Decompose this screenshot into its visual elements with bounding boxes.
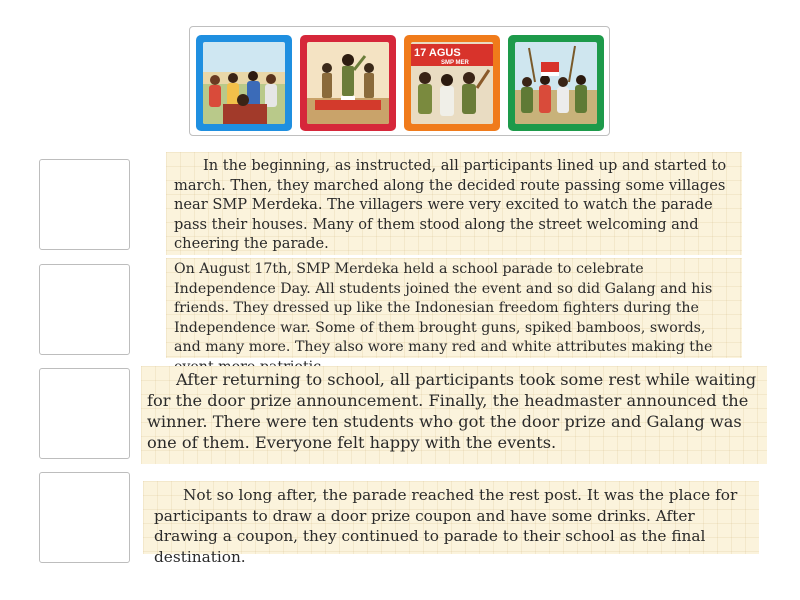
paragraph-card-2[interactable]: [166, 258, 742, 358]
drop-slot-3[interactable]: [39, 368, 130, 459]
freedom-fighters-parade-image: [515, 42, 597, 124]
drop-slot-2[interactable]: [39, 264, 130, 355]
paragraph-card-1[interactable]: [166, 152, 742, 255]
paragraph-text: In the beginning, as instructed, all participants lined up and started to march. Then, they marched along the decided route passing some villages near SMP Merdeka. The villagers were very excited to watch the parade pass their houses. Many of them stood along the street welcoming and cheering the parade.: [174, 157, 727, 252]
paragraph-card-3[interactable]: [141, 366, 767, 464]
paragraph-text: After returning to school, all participants took some rest while waiting for the door prize announcement. Finally, the headmaster announced the winner. There were ten students who got the door prize and Galang was one of them. Everyone felt happy with the events.: [147, 370, 757, 452]
image-tile-4[interactable]: [508, 35, 604, 131]
image-tile-2[interactable]: [300, 35, 396, 131]
villagers-cheering-image: [203, 42, 285, 124]
drop-slot-1[interactable]: [39, 159, 130, 250]
image-tile-3[interactable]: [404, 35, 500, 131]
image-tile-1[interactable]: [196, 35, 292, 131]
svg-text:SMP MER: SMP MER: [441, 60, 469, 66]
svg-text:17 AGUS: 17 AGUS: [414, 47, 461, 59]
image-tray: [189, 26, 610, 136]
drop-slot-4[interactable]: [39, 472, 130, 563]
parade-banner-image: [411, 42, 493, 124]
headmaster-announcing-image: [307, 42, 389, 124]
paragraph-card-4[interactable]: [143, 481, 759, 566]
paragraph-text: Not so long after, the parade reached the rest post. It was the place for participants to draw a door prize coupon and have some drinks. After drawing a coupon, they continued to parade to their school as the final destination.: [154, 486, 738, 566]
paragraph-text: On August 17th, SMP Merdeka held a school parade to celebrate Independence Day. All students joined the event and so did Galang and his friends. They dressed up like the Indonesian freedom fighters during the Independence war. Some of them brought guns, spiked bamboos, swords, and many more. They also wore many red and white attributes making the: [174, 261, 713, 355]
